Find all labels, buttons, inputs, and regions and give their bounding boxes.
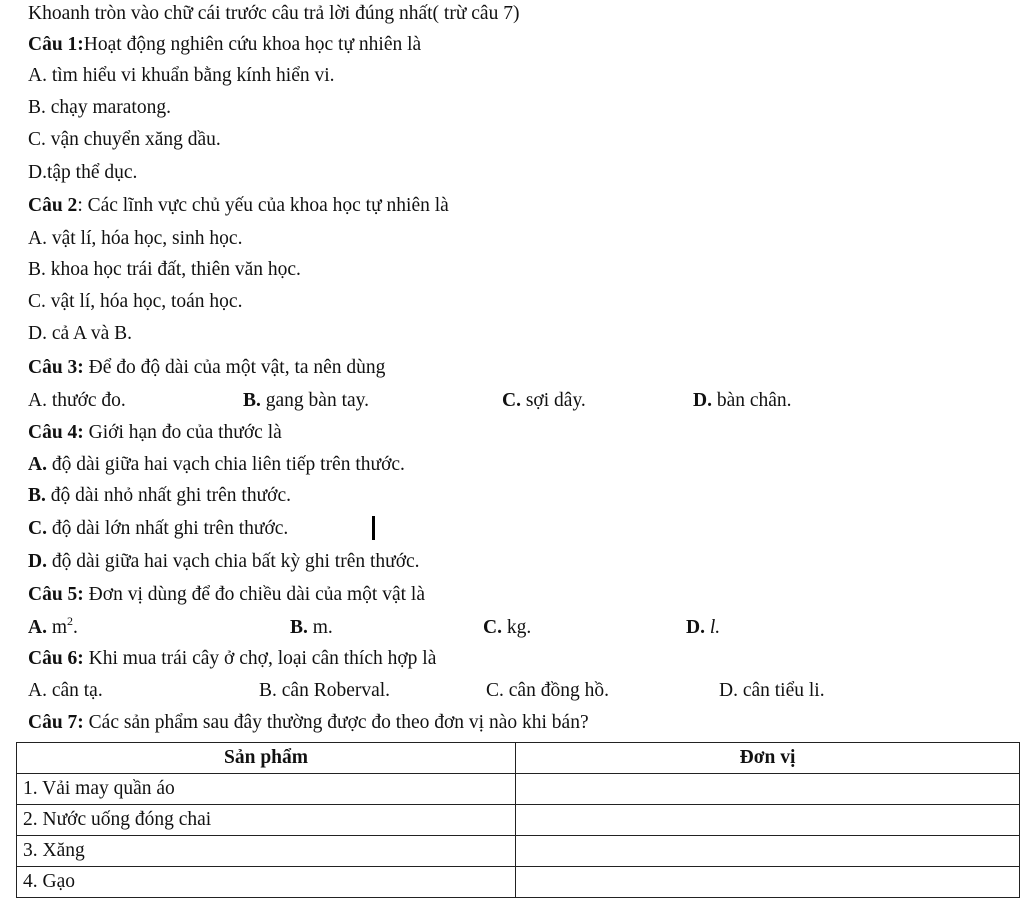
- table-header-row: [17, 743, 1020, 774]
- q4-option-b-letter: B.: [28, 485, 46, 506]
- q3-option-a-text: thước đo.: [46, 390, 126, 411]
- q3-option-c[interactable]: [502, 389, 586, 413]
- q4-option-b[interactable]: [28, 484, 291, 508]
- q2-option-d[interactable]: D. cả A và B.: [28, 323, 132, 344]
- q2-option-b[interactable]: B. khoa học trái đất, thiên văn học.: [28, 259, 301, 280]
- question-7-text: Các sản phẩm sau đây thường được đo theo đơn vị nào khi bán?: [83, 712, 589, 733]
- q3-option-d-text: bàn chân.: [711, 390, 792, 411]
- q5-option-d[interactable]: [686, 616, 720, 640]
- q1-option-d[interactable]: D.tập thể dục.: [28, 162, 138, 183]
- q5-option-c[interactable]: [483, 616, 531, 640]
- q1-option-c[interactable]: C. vận chuyển xăng dầu.: [28, 129, 221, 150]
- q3-option-d[interactable]: [693, 389, 792, 413]
- header-unit: Đơn vị: [516, 743, 1020, 774]
- q5-option-b-letter: B.: [290, 617, 308, 638]
- question-6-text: Khi mua trái cây ở chợ, loại cân thích hợp là: [83, 648, 437, 669]
- q5-option-a[interactable]: [28, 616, 78, 640]
- q5-option-a-text: m: [46, 617, 68, 638]
- q4-option-a-text: độ dài giữa hai vạch chia liên tiếp trên thước.: [46, 454, 405, 475]
- unit-cell[interactable]: [516, 867, 1020, 898]
- q3-option-a-letter: A.: [28, 390, 47, 411]
- unit-cell[interactable]: [516, 836, 1020, 867]
- question-2: [28, 194, 449, 218]
- q4-option-c-text: độ dài lớn nhất ghi trên thước.: [46, 518, 289, 539]
- q5-option-c-text: kg.: [501, 617, 532, 638]
- question-6: [28, 647, 436, 671]
- q5-option-a-letter: A.: [28, 617, 47, 638]
- text-cursor: [372, 516, 375, 540]
- q3-option-a[interactable]: [28, 389, 126, 413]
- q5-option-b[interactable]: [290, 616, 333, 640]
- question-1-label: Câu 1:: [28, 34, 84, 55]
- table-row: [17, 774, 1020, 805]
- q3-option-c-letter: C.: [502, 390, 521, 411]
- product-cell: 1. Vải may quần áo: [17, 774, 516, 805]
- table-row: [17, 805, 1020, 836]
- question-1-text: Hoạt động nghiên cứu khoa học tự nhiên là: [83, 34, 422, 55]
- product-cell: 3. Xăng: [17, 836, 516, 867]
- question-4: [28, 421, 282, 445]
- q6-option-a[interactable]: A. cân tạ.: [28, 680, 103, 701]
- question-2-text: : Các lĩnh vực chủ yếu của khoa học tự nhiên là: [77, 195, 449, 216]
- product-cell: 4. Gạo: [17, 867, 516, 898]
- q3-option-b-letter: B.: [243, 390, 261, 411]
- q4-option-a-letter: A.: [28, 454, 47, 475]
- instruction: Khoanh tròn vào chữ cái trước câu trả lời đúng nhất( trừ câu 7): [28, 3, 520, 24]
- products-table: [16, 742, 1020, 898]
- question-5-label: Câu 5:: [28, 584, 84, 605]
- q3-option-b[interactable]: [243, 389, 369, 413]
- question-3-label: Câu 3:: [28, 357, 84, 378]
- q5-option-c-letter: C.: [483, 617, 502, 638]
- question-4-label: Câu 4:: [28, 422, 84, 443]
- q5-option-b-text: m.: [307, 617, 333, 638]
- q3-option-c-text: sợi dây.: [520, 390, 586, 411]
- question-7: [28, 711, 589, 735]
- q1-option-a[interactable]: A. tìm hiểu vi khuẩn bằng kính hiển vi.: [28, 65, 335, 86]
- question-5: [28, 583, 425, 607]
- question-2-label: Câu 2: [28, 195, 78, 216]
- header-product: Sản phẩm: [17, 743, 516, 774]
- q5-option-d-text: l.: [704, 617, 721, 638]
- table-row: [17, 867, 1020, 898]
- table-row: [17, 836, 1020, 867]
- q2-option-c[interactable]: C. vật lí, hóa học, toán học.: [28, 291, 243, 312]
- q5-option-a-tail: .: [73, 617, 78, 638]
- q4-option-c-letter: C.: [28, 518, 47, 539]
- q6-option-b[interactable]: B. cân Roberval.: [259, 680, 391, 701]
- q6-option-d[interactable]: D. cân tiểu li.: [719, 680, 825, 701]
- question-4-text: Giới hạn đo của thước là: [83, 422, 282, 443]
- q4-option-d-text: độ dài giữa hai vạch chia bất kỳ ghi trên thước.: [46, 551, 420, 572]
- q1-option-b[interactable]: B. chạy maratong.: [28, 97, 171, 118]
- q4-option-c[interactable]: [28, 517, 288, 541]
- q4-option-d-letter: D.: [28, 551, 47, 572]
- question-3-text: Để đo độ dài của một vật, ta nên dùng: [83, 357, 386, 378]
- q6-option-c[interactable]: C. cân đồng hồ.: [486, 680, 609, 701]
- question-5-text: Đơn vị dùng để đo chiều dài của một vật là: [83, 584, 425, 605]
- q3-option-d-letter: D.: [693, 390, 712, 411]
- product-cell: 2. Nước uống đóng chai: [17, 805, 516, 836]
- q4-option-d[interactable]: [28, 550, 420, 574]
- question-3: [28, 356, 385, 380]
- unit-cell[interactable]: [516, 805, 1020, 836]
- question-1: [28, 33, 421, 57]
- q4-option-b-text: độ dài nhỏ nhất ghi trên thước.: [45, 485, 291, 506]
- q5-option-a-sup: 2: [67, 614, 74, 628]
- q2-option-a[interactable]: A. vật lí, hóa học, sinh học.: [28, 228, 243, 249]
- unit-cell[interactable]: [516, 774, 1020, 805]
- q4-option-a[interactable]: [28, 453, 405, 477]
- q3-option-b-text: gang bàn tay.: [260, 390, 370, 411]
- question-6-label: Câu 6:: [28, 648, 84, 669]
- q5-option-d-letter: D.: [686, 617, 705, 638]
- question-7-label: Câu 7:: [28, 712, 84, 733]
